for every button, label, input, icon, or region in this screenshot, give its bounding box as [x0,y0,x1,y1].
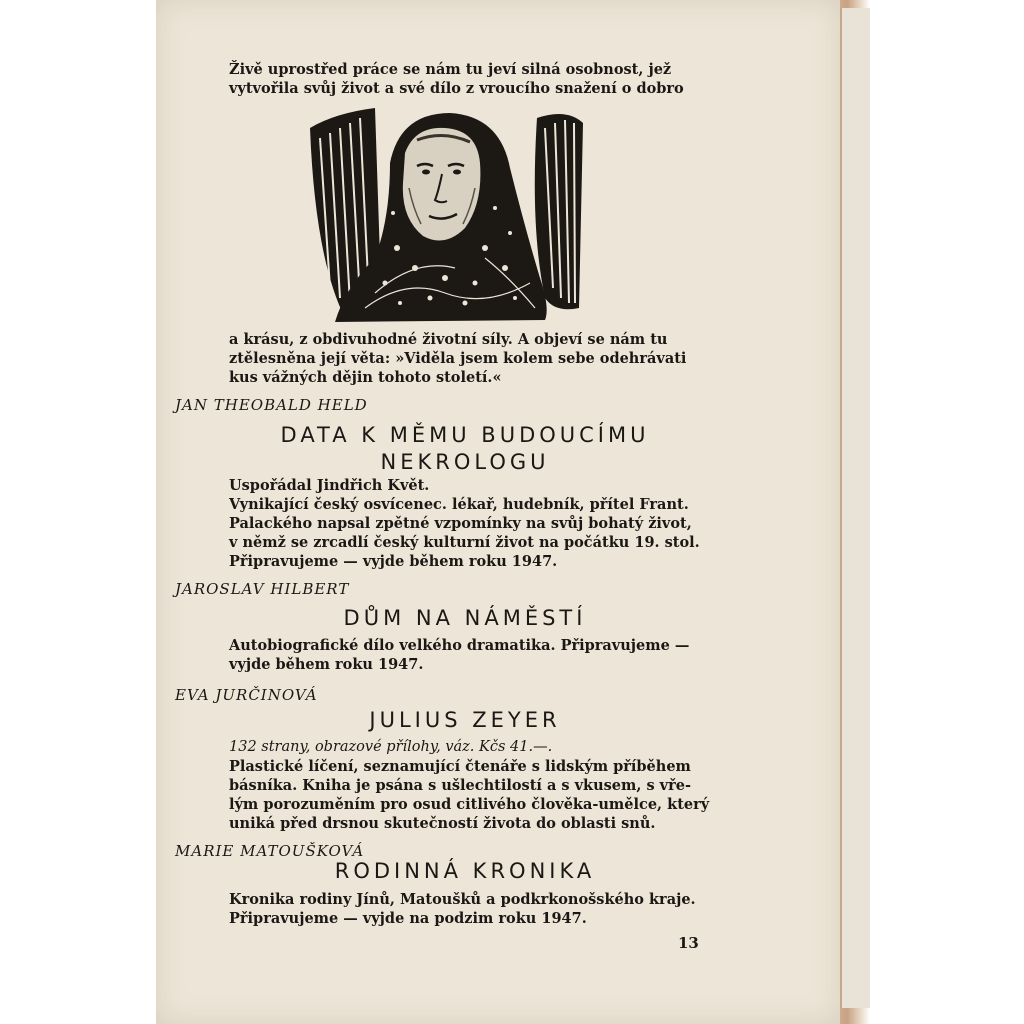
intro-line: vytvořila svůj život a své dílo z vroucího snažení o dobro [229,80,684,97]
page-edge-strip [840,8,870,1008]
description-line: básníka. Kniha je psána s ušlechtilostí a s vkusem, s vře- [229,777,691,794]
book-title: JULIUS ZEYER [369,708,561,732]
book-description [229,636,707,674]
book-title: RODINNÁ KRONIKA [334,859,596,883]
book-description [229,476,707,571]
description-line: Vynikající český osvícenec. lékař, hudebník, přítel Frant. [229,496,689,513]
book-meta: 132 strany, obrazové přílohy, váz. Kčs 41.—. [229,739,553,755]
book-author: EVA JURČINOVÁ [175,686,318,704]
description-line: Připravujeme — vyjde během roku 1947. [229,553,558,570]
intro-line: kus vážných dějin tohoto století.« [229,369,502,386]
book-description [229,738,710,833]
book-description [229,890,707,928]
book-title-continued: NEKROLOGU [380,450,550,474]
description-line: Palackého napsal zpětné vzpomínky na svůj bohatý život, [229,515,692,532]
description-line: Uspořádal Jindřich Květ. [229,477,430,494]
intro-line: a krásu, z obdivuhodné životní síly. A objeví se nám tu [229,331,668,348]
description-line: Kronika rodiny Jínů, Matoušků a podkrkonošského kraje. [229,891,696,908]
book-author: JAN THEOBALD HELD [175,396,368,414]
description-line: Plastické líčení, seznamující čtenáře s lidským příběhem [229,758,691,775]
description-line: v němž se zrcadlí český kulturní život na počátku 19. stol. [229,534,700,551]
description-line: Autobiografické dílo velkého dramatika. Připravujeme — [229,637,690,654]
book-author: MARIE MATOUŠKOVÁ [175,842,365,860]
intro-line: ztělesněna její věta: »Viděla jsem kolem sebe odehrávati [229,350,687,367]
description-line: lým porozuměním pro osud citlivého člověka-umělce, který [229,796,710,813]
book-title: DŮM NA NÁMĚSTÍ [343,606,587,630]
description-line: vyjde během roku 1947. [229,656,424,673]
description-line: uniká před drsnou skutečností života do oblasti snů. [229,815,656,832]
intro-line: Živě uprostřed práce se nám tu jeví silná osobnost, jež [229,61,672,78]
intro-paragraph-bottom [229,330,707,387]
book-author: JAROSLAV HILBERT [175,580,350,598]
woodcut-portrait-illustration [305,108,587,324]
book-title: DATA K MĚMU BUDOUCÍMU [280,423,650,447]
page-number: 13 [678,934,699,952]
intro-paragraph-top [229,60,707,98]
description-line: Připravujeme — vyjde na podzim roku 1947. [229,910,587,927]
